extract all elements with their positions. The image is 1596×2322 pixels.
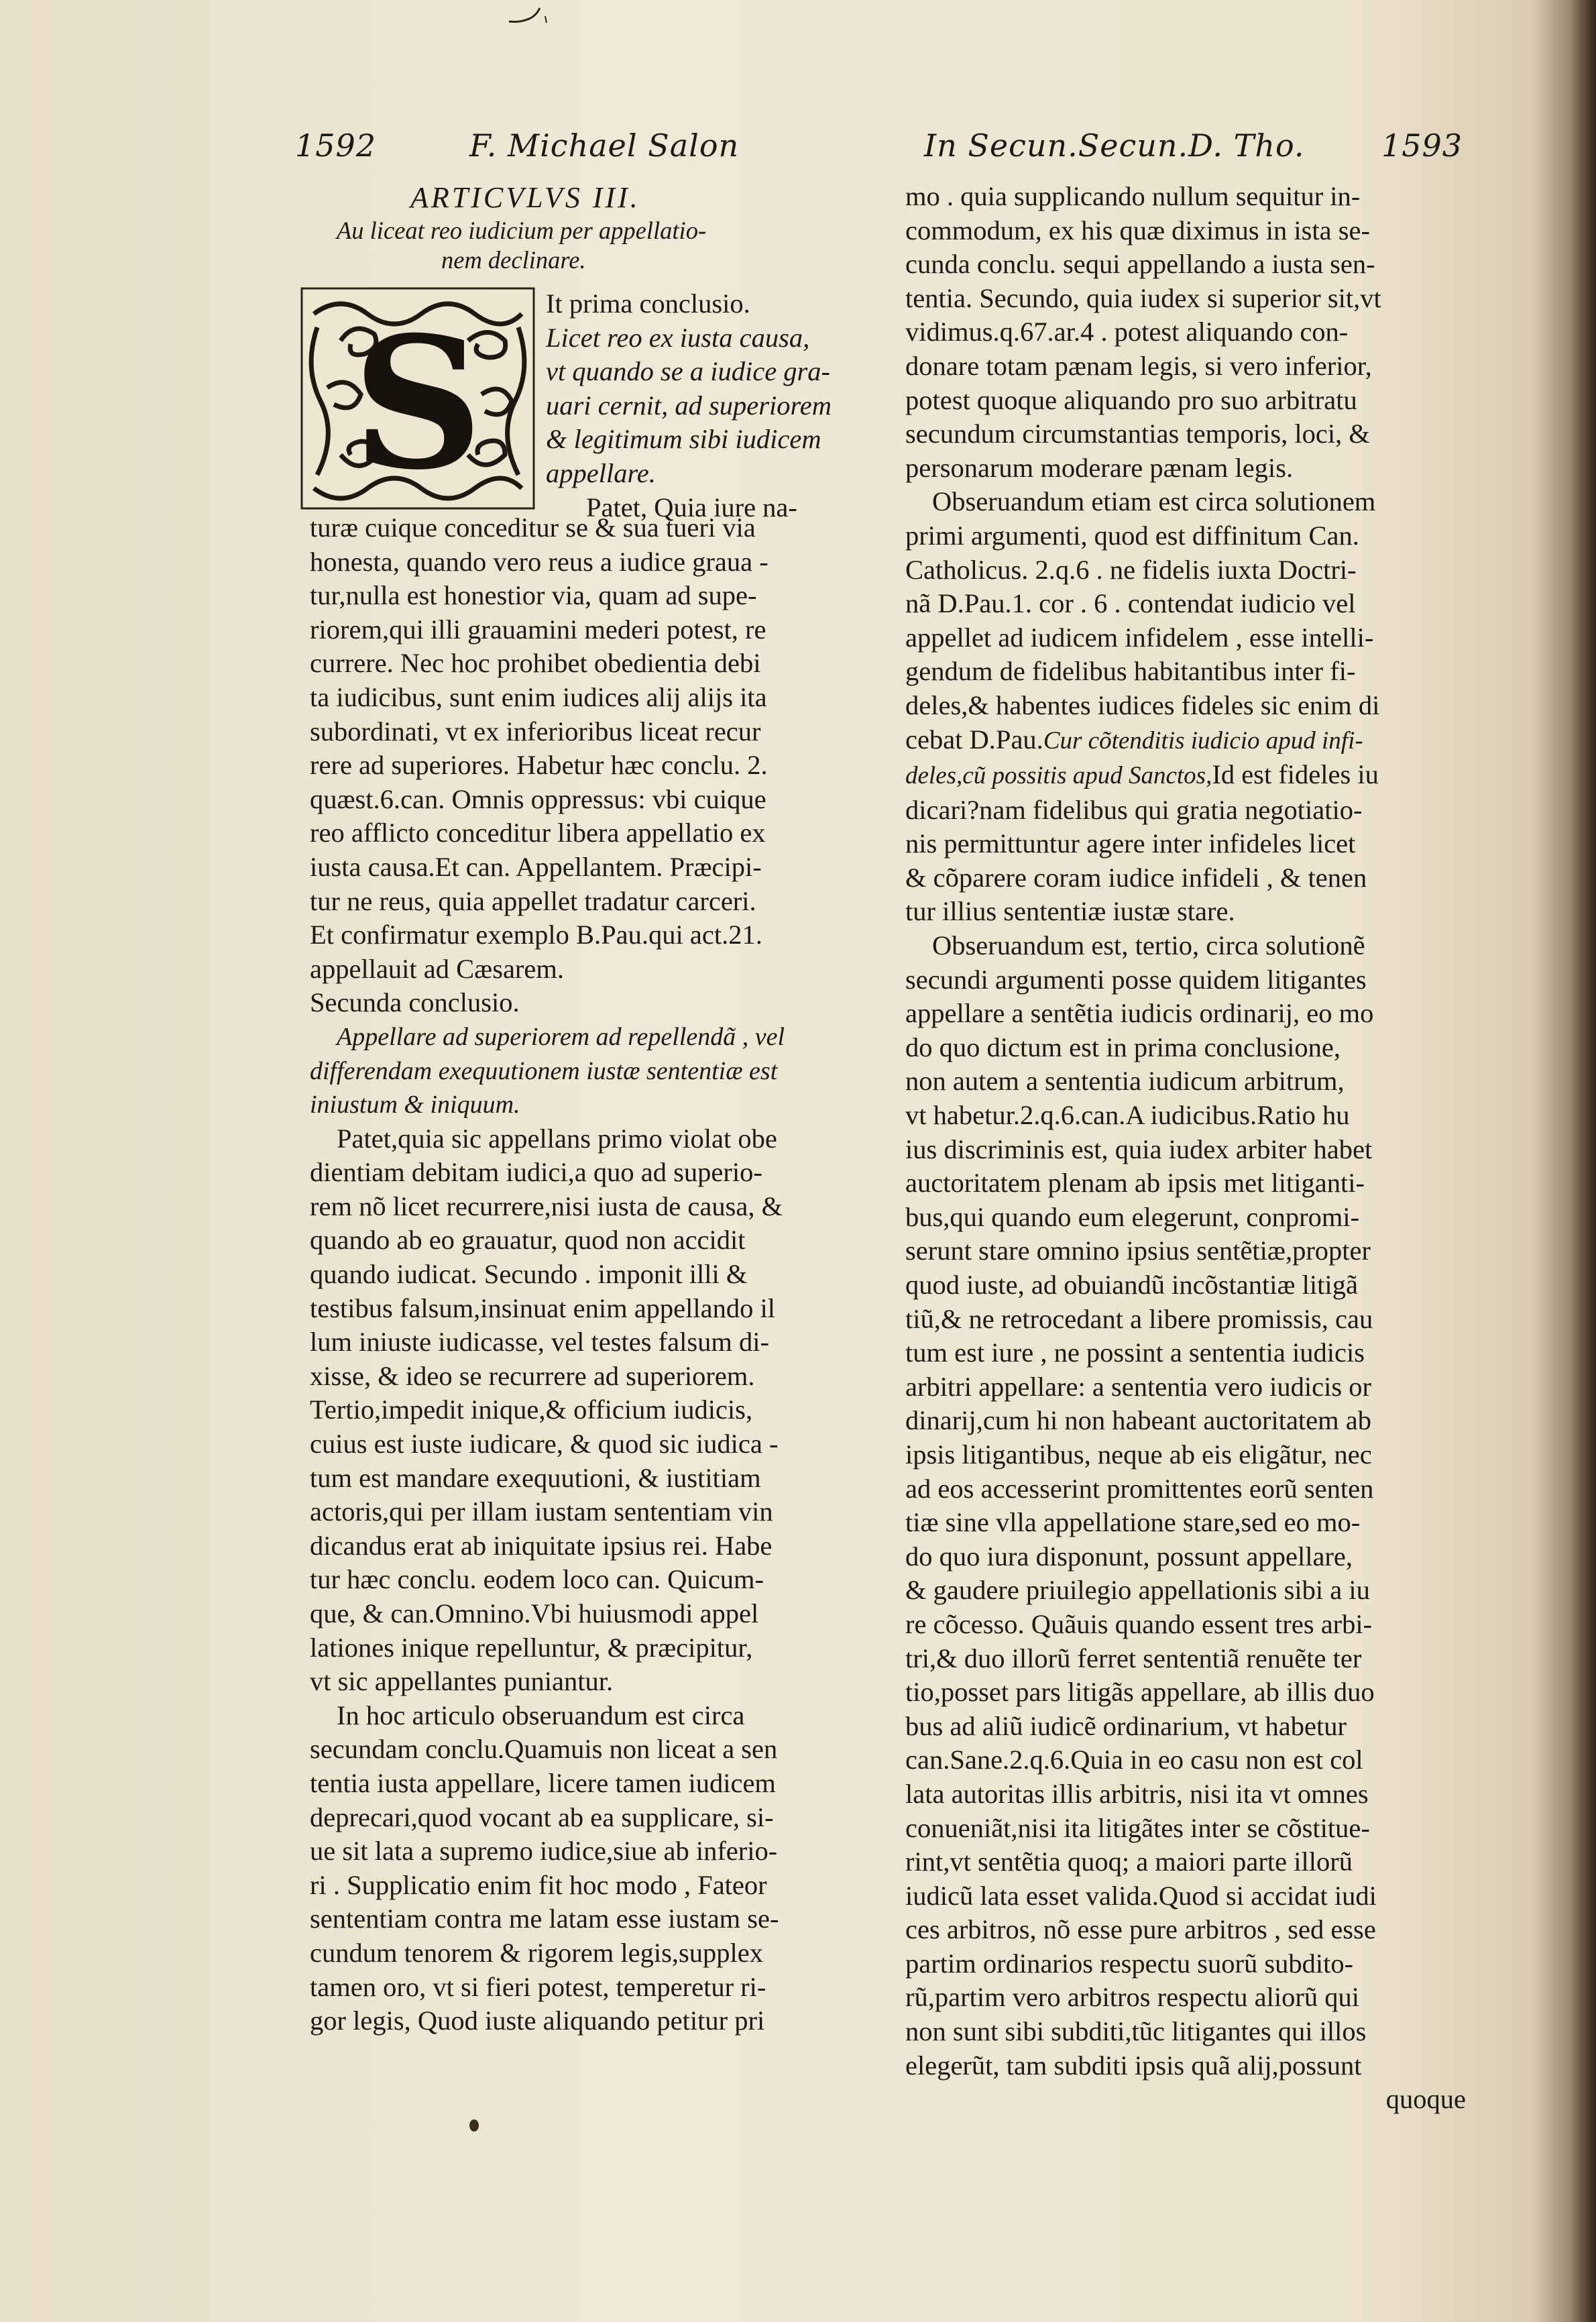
text-line: vt sic appellantes puniantur. — [310, 1666, 614, 1697]
text-line: iudicũ lata esset valida.Quod si accidat iudi — [905, 1880, 1377, 1911]
text-line: subordinati, vt ex inferioribus liceat recur — [310, 716, 761, 747]
text-line: tentia iusta appellare, licere tamen iudicem — [310, 1767, 776, 1798]
text-line: dinarij,cum hi non habeant auctoritatem ab — [905, 1405, 1372, 1436]
text-line: re cõcesso. Quãuis quando essent tres arbi- — [905, 1608, 1373, 1639]
text-line: que, & can.Omnino.Vbi huiusmodi appel — [310, 1598, 759, 1628]
text-line: cuius est iuste iudicare, & quod sic iudica - — [310, 1429, 779, 1459]
text-line: tiũ,& ne retrocedant a libere promissis, cau — [905, 1303, 1373, 1334]
dropcap-text — [546, 287, 874, 524]
text-line: currere. Nec hoc prohibet obedientia debi — [310, 648, 761, 679]
text-line: non autem a sententia iudicum arbitrum, — [905, 1066, 1345, 1097]
second-conclusion-text — [310, 1020, 873, 1122]
text-span: Id est fideles iu — [1212, 759, 1379, 790]
text-line: quando iudicat. Secundo . imponit illi & — [310, 1259, 748, 1290]
text-line: ta iudicibus, sunt enim iudices alij alijs ita — [310, 681, 767, 712]
text-line: appellet ad iudicem infidelem , esse intelli- — [905, 622, 1374, 653]
text-line: Tertio,impedit inique,& officium iudicis, — [310, 1394, 753, 1425]
text-line: secundi argumenti posse quidem litigantes — [905, 964, 1367, 995]
text-line: donare totam pænam legis, si vero inferior, — [905, 350, 1372, 381]
left-running-title: F. Michael Salon — [469, 127, 740, 164]
text-line: iusta causa.Et can. Appellantem. Præcipi- — [310, 851, 762, 882]
text-line: tur ne reus, quia appellet tradatur carceri. — [310, 885, 756, 916]
text-line: cundum tenorem & rigorem legis,supplex — [310, 1937, 763, 1968]
text-line: appellauit ad Cæsarem. — [310, 953, 565, 984]
text-line: deles,& habentes iudices fideles sic enim di — [905, 689, 1380, 720]
text-span: cebat D.Pau. — [905, 724, 1043, 755]
ink-speck — [469, 2119, 479, 2132]
text-line: appellare a sentẽtia iudicis ordinarij, eo mo — [905, 998, 1374, 1029]
italic-line: iniustum & iniquum. — [310, 1091, 520, 1119]
conclusion-text-line: & legitimum sibi iudicem — [546, 424, 821, 455]
text-line: rere ad superiores. Habetur hæc conclu. 2. — [310, 750, 768, 781]
text-line: vt habetur.2.q.6.can.A iudicibus.Ratio hu — [905, 1100, 1350, 1131]
text-line: lationes inique repelluntur, & præcipitur, — [310, 1632, 753, 1663]
mixed-line — [905, 723, 1466, 759]
text-line: honesta, quando vero reus a iudice graua - — [310, 546, 768, 577]
text-line: secundum circumstantias temporis, loci, & — [905, 419, 1370, 449]
text-line: mo . quia supplicando nullum sequitur in- — [905, 181, 1361, 211]
text-line: quæst.6.can. Omnis oppressus: vbi cuique — [310, 783, 766, 814]
text-line: tum est iure , ne possint a sententia iudicis — [905, 1337, 1365, 1368]
conclusion-text-line: vt quando se a iudice gra- — [546, 356, 831, 387]
text-line: Patet,quia sic appellans primo violat obe — [337, 1123, 777, 1154]
text-line: tur hæc conclu. eodem loco can. Quicum- — [310, 1564, 764, 1595]
text-line: tum est mandare exequutioni, & iustitiam — [310, 1462, 761, 1493]
text-line: bus,qui quando eum elegerunt, conpromi- — [905, 1201, 1360, 1232]
text-line: Et confirmatur exemplo B.Pau.qui act.21. — [310, 920, 762, 950]
question-line-1: Au liceat reo iudicium per appellatio- — [337, 217, 707, 244]
paragraph-opening: Patet, Quia iure na- — [586, 492, 797, 522]
conclusion-text-line: Licet reo ex iusta causa, — [546, 322, 810, 353]
italic-quote: Cur cõtenditis iudicio apud infi- — [1043, 726, 1363, 755]
conclusion-text-line: uari cernit, ad superiorem — [546, 390, 832, 421]
text-line: quando ab eo grauatur, quod non accidit — [310, 1225, 746, 1256]
text-line: do quo dictum est in prima conclusione, — [905, 1032, 1341, 1062]
text-line: ri . Supplicatio enim fit hoc modo , Fateor — [310, 1869, 767, 1900]
text-line: secundam conclu.Quamuis non liceat a sen — [310, 1734, 778, 1765]
text-line: reo afflicto conceditur libera appellatio ex — [310, 818, 766, 848]
text-line: nis permittuntur agere inter infideles licet — [905, 828, 1356, 859]
mixed-line — [905, 758, 1466, 793]
text-line: dicandus erat ab iniquitate ipsius rei. Habe — [310, 1530, 773, 1561]
text-line: tiæ sine vlla appellatione stare,sed eo mo- — [905, 1507, 1361, 1538]
text-line: & gaudere priuilegio appellationis sibi a iu — [905, 1575, 1370, 1606]
text-line: quod iuste, ad obuiandũ incõstantiæ litigã — [905, 1270, 1358, 1300]
text-line: ces arbitros, nõ esse pure arbitros , sed esse — [905, 1914, 1376, 1945]
text-line: partim ordinarios respectu suorũ subdito- — [905, 1948, 1354, 1979]
paragraph-1 — [310, 511, 873, 986]
text-line: dientiam debitam iudici,a quo ad superio- — [310, 1157, 762, 1188]
text-line: do quo iura disponunt, possunt appellare, — [905, 1541, 1353, 1571]
dropcap-block — [310, 287, 873, 522]
text-line: rint,vt sentẽtia quoq; a maiori parte illorũ — [905, 1846, 1353, 1877]
text-line: conueniãt,nisi ita litigãtes inter se cõstitue- — [905, 1812, 1370, 1843]
text-line: tio,posset pars litigãs appellare, ab illis duo — [905, 1677, 1375, 1708]
text-line: elegerũt, tam subditi ipsis quã alij,possunt — [905, 2050, 1362, 2081]
left-column — [310, 180, 873, 2038]
text-line: Catholicus. 2.q.6 . ne fidelis iuxta Doctri- — [905, 554, 1357, 585]
text-line: tri,& duo illorũ ferret sententiã renuẽte ter — [905, 1643, 1362, 1673]
spine-shadow — [1571, 0, 1596, 2322]
text-line: ue sit lata a supremo iudice,siue ab inferio- — [310, 1836, 778, 1867]
text-line: primi argumenti, quod est diffinitum Can. — [905, 520, 1359, 551]
text-line: ad eos accesserint promittentes eorũ senten — [905, 1473, 1374, 1504]
text-line: bus ad aliũ iudicẽ ordinarium, vt habetur — [905, 1710, 1347, 1741]
text-line: rem nõ licet recurrere,nisi iusta de causa, & — [310, 1191, 783, 1221]
text-line: commodum, ex his quæ diximus in ista se- — [905, 215, 1370, 245]
paragraph-r1 — [905, 180, 1466, 485]
text-line: nã D.Pau.1. cor . 6 . contendat iudicio vel — [905, 588, 1356, 619]
text-line: lata autoritas illis arbitris, nisi ita vt omnes — [905, 1778, 1369, 1809]
italic-line: Appellare ad superiorem ad repellendã , vel — [337, 1022, 785, 1051]
dropcap-letter: S — [352, 296, 483, 510]
text-line: actoris,qui per illam iustam sententiam vin — [310, 1496, 773, 1527]
text-line: cunda conclu. sequi appellando a iusta sen- — [905, 249, 1375, 280]
text-line: tur illius sententiæ iustæ stare. — [905, 896, 1235, 927]
text-line: arbitri appellare: a sententia vero iudicis or — [905, 1371, 1371, 1402]
text-line: serunt stare omnino ipsius sentẽtiæ,propter — [905, 1235, 1371, 1266]
ink-mark-icon — [506, 3, 553, 30]
article-title: ARTICVLVS III. — [410, 181, 640, 214]
ornamental-dropcap-icon — [300, 287, 535, 510]
text-line: testibus falsum,insinuat enim appellando il — [310, 1292, 776, 1323]
text-line: non sunt sibi subditi,tũc litigantes qui illos — [905, 2016, 1367, 2047]
text-line: riorem,qui illi grauamini mederi potest, re — [310, 614, 766, 645]
text-line: rũ,partim vero arbitros respectu aliorũ qui — [905, 1982, 1360, 2013]
text-line: & cõparere coram iudice infideli , & tenen — [905, 862, 1367, 893]
paragraph-3 — [310, 1699, 873, 2038]
conclusion-text-line: appellare. — [546, 457, 656, 488]
text-line: potest quoque aliquando pro suo arbitratu — [905, 384, 1357, 415]
text-line: auctoritatem plenam ab ipsis met litiganti- — [905, 1168, 1365, 1199]
paragraph-2 — [310, 1122, 873, 1699]
paragraph-r3 — [905, 929, 1466, 2083]
text-line: gor legis, Quod iuste aliquando petitur pri — [310, 2005, 765, 2036]
text-line: ius discriminis est, quia iudex arbiter habet — [905, 1134, 1373, 1164]
second-conclusion-label: Secunda conclusio. — [310, 987, 520, 1018]
text-line: tur,nulla est honestior via, quam ad supe- — [310, 580, 757, 611]
italic-quote: deles,cũ possitis apud Sanctos, — [905, 762, 1212, 790]
text-line: turæ cuique conceditur se & sua tueri via — [310, 512, 756, 543]
text-line: tamen oro, vt si fieri potest, temperetur ri- — [310, 1971, 766, 2002]
text-line: dicari?nam fidelibus qui gratia negotiatio- — [905, 794, 1363, 825]
text-line: deprecari,quod vocant ab ea supplicare, si- — [310, 1802, 774, 1832]
text-line: personarum moderare pænam legis. — [905, 452, 1294, 483]
text-line: sententiam contra me latam esse iustam se- — [310, 1903, 779, 1934]
italic-line: differendam exequutionem iustæ sententiæ est — [310, 1056, 778, 1085]
text-line: tentia. Secundo, quia iudex si superior sit,vt — [905, 282, 1381, 313]
first-conclusion-label: It prima conclusio. — [546, 288, 750, 319]
text-line: Obseruandum est, tertio, circa solutionẽ — [932, 930, 1365, 961]
left-page-number: 1592 — [295, 127, 377, 164]
text-line: can.Sane.2.q.6.Quia in eo casu non est col — [905, 1745, 1363, 1775]
right-running-title: In Secun.Secun.D. Tho. — [924, 127, 1305, 164]
text-line: Obseruandum etiam est circa solutionem — [932, 486, 1376, 517]
text-line: In hoc articulo obseruandum est circa — [337, 1700, 745, 1730]
right-page-number: 1593 — [1381, 127, 1463, 164]
text-line: ipsis litigantibus, neque ab eis eligãtur, nec — [905, 1439, 1372, 1470]
text-line: xisse, & ideo se recurrere ad superiorem. — [310, 1360, 755, 1391]
right-column — [905, 180, 1466, 2117]
text-line: vidimus.q.67.ar.4 . potest aliquando con- — [905, 317, 1349, 347]
question-line-2: nem declinare. — [441, 246, 586, 274]
text-line: gendum de fidelibus habitantibus inter fi- — [905, 656, 1356, 687]
text-line: lum iniuste iudicasse, vel testes falsum di- — [310, 1327, 769, 1358]
catchword: quoque — [1385, 2084, 1466, 2115]
paragraph-r2 — [905, 485, 1466, 929]
